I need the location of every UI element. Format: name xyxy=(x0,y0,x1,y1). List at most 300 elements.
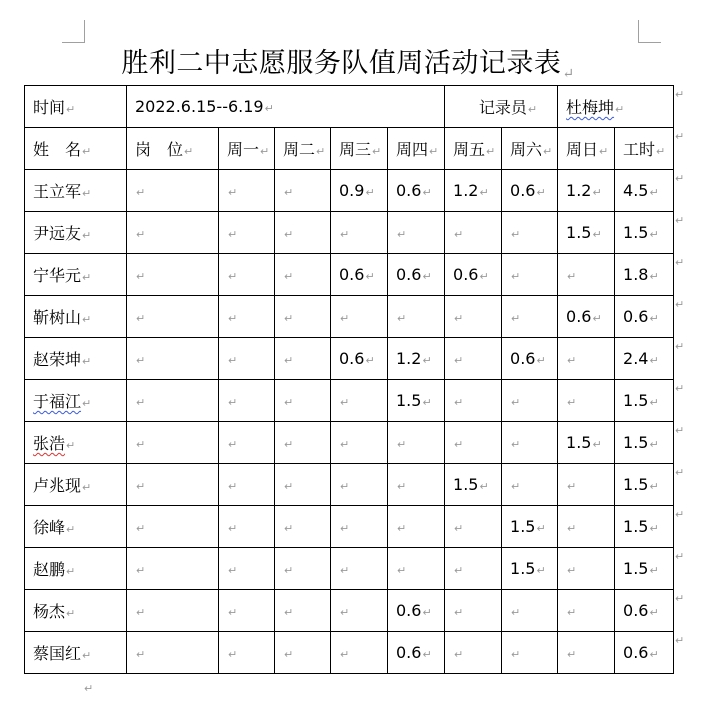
cell-mark-icon: ↵ xyxy=(340,438,350,451)
column-header-5-text: 周四 xyxy=(396,140,429,159)
cell-thu-text: 1.5 xyxy=(396,391,422,410)
row-end-mark-icon: ↵ xyxy=(675,423,685,437)
cell-hours[interactable] xyxy=(615,170,674,212)
cell-name-text: 宁华元 xyxy=(33,266,82,285)
cell-thu[interactable] xyxy=(388,506,445,548)
cell-hours[interactable] xyxy=(615,632,674,674)
cell-mark-icon: ↵ xyxy=(649,186,659,199)
column-header-2[interactable] xyxy=(219,128,275,170)
cell-tue[interactable] xyxy=(275,590,331,632)
cell-wed[interactable] xyxy=(331,380,388,422)
cell-mon[interactable] xyxy=(219,170,275,212)
cell-hours-text: 1.5 xyxy=(623,223,649,242)
cell-wed[interactable] xyxy=(331,422,388,464)
cell-name-text: 尹远友 xyxy=(33,224,82,243)
column-header-1[interactable] xyxy=(127,128,219,170)
cell-mark-icon: ↵ xyxy=(66,565,76,578)
cell-hours-text: 1.5 xyxy=(623,433,649,452)
column-header-1-text: 岗 位 xyxy=(135,140,184,159)
row-end-mark-icon: ↵ xyxy=(675,465,685,479)
cell-mark-icon: ↵ xyxy=(543,145,553,158)
cell-mark-icon: ↵ xyxy=(397,228,407,241)
cell-wed-text: 0.6 xyxy=(339,265,365,284)
cell-mark-icon: ↵ xyxy=(365,270,375,283)
cell-mark-icon: ↵ xyxy=(82,229,92,242)
cell-mark-icon: ↵ xyxy=(479,480,489,493)
cell-sun[interactable] xyxy=(558,632,615,674)
cell-mark-icon: ↵ xyxy=(82,481,92,494)
cell-post[interactable] xyxy=(127,296,219,338)
cell-mon[interactable] xyxy=(219,296,275,338)
cell-post[interactable] xyxy=(127,338,219,380)
cell-post[interactable] xyxy=(127,212,219,254)
cell-mark-icon: ↵ xyxy=(228,228,238,241)
cell-name[interactable] xyxy=(25,548,127,590)
column-header-5[interactable] xyxy=(388,128,445,170)
row-end-mark-icon: ↵ xyxy=(675,381,685,395)
cell-post[interactable] xyxy=(127,506,219,548)
cell-mark-icon: ↵ xyxy=(228,312,238,325)
cell-mon[interactable] xyxy=(219,422,275,464)
document-title[interactable]: 胜利二中志愿服务队值周活动记录表↵ xyxy=(24,44,672,84)
cell-sat[interactable] xyxy=(502,506,558,548)
cell-mark-icon: ↵ xyxy=(365,354,375,367)
cell-sun[interactable] xyxy=(558,548,615,590)
cell-mark-icon: ↵ xyxy=(340,228,350,241)
cell-mark-icon: ↵ xyxy=(82,355,92,368)
cell-name-text: 赵荣坤 xyxy=(33,350,82,369)
cell-sun[interactable] xyxy=(558,422,615,464)
cell-fri[interactable] xyxy=(445,338,502,380)
cell-mark-icon: ↵ xyxy=(454,228,464,241)
table-row xyxy=(25,338,674,380)
cell-sat[interactable] xyxy=(502,380,558,422)
cell-sat-text: 0.6 xyxy=(510,349,536,368)
cell-post[interactable] xyxy=(127,380,219,422)
cell-mark-icon: ↵ xyxy=(397,522,407,535)
cell-hours[interactable] xyxy=(615,338,674,380)
cell-tue[interactable] xyxy=(275,422,331,464)
column-header-7[interactable] xyxy=(502,128,558,170)
cell-mark-icon: ↵ xyxy=(264,102,274,115)
cell-tue[interactable] xyxy=(275,296,331,338)
time-label-cell[interactable]: 时间↵ xyxy=(25,86,127,128)
cell-mark-icon: ↵ xyxy=(656,145,666,158)
cell-hours-text: 0.6 xyxy=(623,307,649,326)
cell-sun-text: 1.5 xyxy=(566,223,592,242)
table-row xyxy=(25,464,674,506)
cell-sun[interactable] xyxy=(558,296,615,338)
cell-mark-icon: ↵ xyxy=(567,480,577,493)
cell-hours[interactable] xyxy=(615,296,674,338)
cell-sat[interactable] xyxy=(502,254,558,296)
cell-fri[interactable] xyxy=(445,464,502,506)
cell-fri[interactable] xyxy=(445,296,502,338)
cell-fri-text: 1.2 xyxy=(453,181,479,200)
cell-post[interactable] xyxy=(127,590,219,632)
cell-mon[interactable] xyxy=(219,632,275,674)
cell-sun-text: 0.6 xyxy=(566,307,592,326)
paragraph-mark-icon: ↵ xyxy=(562,66,575,82)
cell-mark-icon: ↵ xyxy=(511,270,521,283)
row-end-mark-icon: ↵ xyxy=(675,255,685,269)
table-row xyxy=(25,506,674,548)
cell-mark-icon: ↵ xyxy=(567,522,577,535)
cell-mark-icon: ↵ xyxy=(511,606,521,619)
cell-name[interactable] xyxy=(25,338,127,380)
cell-mark-icon: ↵ xyxy=(66,439,76,452)
column-header-6[interactable] xyxy=(445,128,502,170)
cell-hours-text: 2.4 xyxy=(623,349,649,368)
cell-post[interactable] xyxy=(127,548,219,590)
cell-mark-icon: ↵ xyxy=(454,648,464,661)
cell-sat[interactable] xyxy=(502,422,558,464)
cell-thu[interactable] xyxy=(388,422,445,464)
cell-sat-text: 1.5 xyxy=(510,517,536,536)
cell-mark-icon: ↵ xyxy=(536,186,546,199)
cell-sun-text: 1.2 xyxy=(566,181,592,200)
cell-thu[interactable] xyxy=(388,254,445,296)
cell-mark-icon: ↵ xyxy=(454,354,464,367)
cell-mark-icon: ↵ xyxy=(511,480,521,493)
table-row xyxy=(25,422,674,464)
cell-mark-icon: ↵ xyxy=(536,564,546,577)
cell-wed[interactable] xyxy=(331,506,388,548)
cell-mark-icon: ↵ xyxy=(422,648,432,661)
cell-sat[interactable] xyxy=(502,296,558,338)
cell-mark-icon: ↵ xyxy=(82,271,92,284)
column-header-3-text: 周二 xyxy=(283,140,316,159)
cell-mark-icon: ↵ xyxy=(136,522,146,535)
cell-name-text: 赵鹏 xyxy=(33,560,66,579)
cell-hours[interactable] xyxy=(615,506,674,548)
cell-mark-icon: ↵ xyxy=(82,397,92,410)
cell-mark-icon: ↵ xyxy=(82,145,92,158)
record-table xyxy=(24,85,674,674)
cell-mark-icon: ↵ xyxy=(422,186,432,199)
cell-thu[interactable] xyxy=(388,464,445,506)
cell-tue[interactable] xyxy=(275,632,331,674)
cell-mark-icon: ↵ xyxy=(397,480,407,493)
cell-wed[interactable] xyxy=(331,548,388,590)
cell-name-text: 蔡国红 xyxy=(33,644,82,663)
cell-mark-icon: ↵ xyxy=(454,312,464,325)
cell-mark-icon: ↵ xyxy=(454,606,464,619)
cell-hours[interactable] xyxy=(615,380,674,422)
cell-thu[interactable] xyxy=(388,170,445,212)
cell-mark-icon: ↵ xyxy=(284,270,294,283)
table-row xyxy=(25,380,674,422)
cell-sat[interactable] xyxy=(502,338,558,380)
row-end-mark-icon: ↵ xyxy=(675,591,685,605)
cell-mark-icon: ↵ xyxy=(66,523,76,536)
cell-tue[interactable] xyxy=(275,212,331,254)
cell-mark-icon: ↵ xyxy=(228,648,238,661)
cell-tue[interactable] xyxy=(275,548,331,590)
cell-mark-icon: ↵ xyxy=(649,438,659,451)
column-header-7-text: 周六 xyxy=(510,140,543,159)
cell-hours-text: 1.5 xyxy=(623,517,649,536)
cell-fri[interactable] xyxy=(445,632,502,674)
cell-mon[interactable] xyxy=(219,380,275,422)
cell-mark-icon: ↵ xyxy=(136,564,146,577)
cell-hours[interactable] xyxy=(615,422,674,464)
cell-mark-icon: ↵ xyxy=(184,145,194,158)
cell-hours-text: 1.5 xyxy=(623,475,649,494)
cell-mark-icon: ↵ xyxy=(649,312,659,325)
cell-hours[interactable] xyxy=(615,254,674,296)
cell-fri[interactable] xyxy=(445,422,502,464)
cell-mark-icon: ↵ xyxy=(511,396,521,409)
cell-name-text: 靳树山 xyxy=(33,308,82,327)
cell-fri[interactable] xyxy=(445,590,502,632)
column-header-3[interactable] xyxy=(275,128,331,170)
cell-mark-icon: ↵ xyxy=(228,270,238,283)
cell-mark-icon: ↵ xyxy=(454,438,464,451)
cell-sun[interactable] xyxy=(558,212,615,254)
cell-sun[interactable] xyxy=(558,506,615,548)
cell-thu-text: 0.6 xyxy=(396,643,422,662)
cell-mark-icon: ↵ xyxy=(599,145,609,158)
cell-mark-icon: ↵ xyxy=(228,354,238,367)
cell-sat-text: 0.6 xyxy=(510,181,536,200)
cell-sun[interactable] xyxy=(558,170,615,212)
cell-wed[interactable] xyxy=(331,464,388,506)
cell-tue[interactable] xyxy=(275,170,331,212)
column-header-2-text: 周一 xyxy=(227,140,260,159)
column-header-9-text: 工时 xyxy=(623,140,656,159)
table-row xyxy=(25,590,674,632)
cell-mark-icon: ↵ xyxy=(649,522,659,535)
row-end-mark-icon: ↵ xyxy=(675,297,685,311)
cell-name[interactable] xyxy=(25,254,127,296)
cell-mark-icon: ↵ xyxy=(340,396,350,409)
cell-sat-text: 1.5 xyxy=(510,559,536,578)
recorder-label-cell[interactable]: 记录员↵ xyxy=(445,86,558,128)
cell-name[interactable] xyxy=(25,212,127,254)
cell-post[interactable] xyxy=(127,422,219,464)
table-row xyxy=(25,170,674,212)
cell-fri[interactable] xyxy=(445,506,502,548)
cell-post[interactable] xyxy=(127,254,219,296)
cell-mark-icon: ↵ xyxy=(397,312,407,325)
column-header-0-text: 姓 名 xyxy=(33,140,82,159)
cell-mark-icon: ↵ xyxy=(340,648,350,661)
cell-mark-icon: ↵ xyxy=(284,186,294,199)
cell-mark-icon: ↵ xyxy=(284,312,294,325)
cell-thu[interactable] xyxy=(388,380,445,422)
cell-mark-icon: ↵ xyxy=(422,606,432,619)
cell-thu-text: 0.6 xyxy=(396,601,422,620)
column-header-4[interactable] xyxy=(331,128,388,170)
cell-mon[interactable] xyxy=(219,254,275,296)
cell-mark-icon: ↵ xyxy=(511,312,521,325)
cell-mark-icon: ↵ xyxy=(228,396,238,409)
cell-mark-icon: ↵ xyxy=(228,606,238,619)
cell-name-text: 王立军 xyxy=(33,182,82,201)
cell-wed[interactable] xyxy=(331,338,388,380)
cell-mark-icon: ↵ xyxy=(82,313,92,326)
row-end-mark-icon: ↵ xyxy=(675,549,685,563)
cell-wed[interactable] xyxy=(331,212,388,254)
row-end-mark-icon: ↵ xyxy=(675,171,685,185)
cell-name[interactable] xyxy=(25,422,127,464)
table-header-info-row xyxy=(25,86,674,128)
cell-wed[interactable] xyxy=(331,170,388,212)
cell-thu[interactable] xyxy=(388,338,445,380)
cell-mark-icon: ↵ xyxy=(284,354,294,367)
cell-name-text: 徐峰 xyxy=(33,518,66,537)
cell-name-text: 于福江 xyxy=(33,392,82,411)
cell-hours[interactable] xyxy=(615,212,674,254)
cell-name-text: 张浩 xyxy=(33,434,66,453)
cell-mon[interactable] xyxy=(219,506,275,548)
cell-mark-icon: ↵ xyxy=(136,228,146,241)
cell-mark-icon: ↵ xyxy=(136,186,146,199)
cell-thu[interactable] xyxy=(388,296,445,338)
cell-mark-icon: ↵ xyxy=(136,606,146,619)
cell-tue[interactable] xyxy=(275,464,331,506)
cell-sat[interactable] xyxy=(502,548,558,590)
cell-fri[interactable] xyxy=(445,212,502,254)
cell-mark-icon: ↵ xyxy=(228,480,238,493)
column-header-4-text: 周三 xyxy=(339,140,372,159)
cell-fri[interactable] xyxy=(445,170,502,212)
column-header-0[interactable] xyxy=(25,128,127,170)
cell-mark-icon: ↵ xyxy=(649,270,659,283)
cell-name[interactable] xyxy=(25,590,127,632)
cell-mark-icon: ↵ xyxy=(479,270,489,283)
cell-sat[interactable] xyxy=(502,170,558,212)
cell-hours[interactable] xyxy=(615,590,674,632)
cell-mon[interactable] xyxy=(219,548,275,590)
cell-mark-icon: ↵ xyxy=(284,438,294,451)
cell-hours-text: 1.5 xyxy=(623,559,649,578)
cell-fri[interactable] xyxy=(445,380,502,422)
cell-tue[interactable] xyxy=(275,380,331,422)
row-end-mark-icon: ↵ xyxy=(675,129,685,143)
cell-thu[interactable] xyxy=(388,590,445,632)
cell-mark-icon: ↵ xyxy=(422,354,432,367)
cell-mark-icon: ↵ xyxy=(511,228,521,241)
cell-mark-icon: ↵ xyxy=(454,564,464,577)
cell-thu[interactable] xyxy=(388,548,445,590)
cell-name[interactable] xyxy=(25,380,127,422)
cell-mark-icon: ↵ xyxy=(340,606,350,619)
cell-mon[interactable] xyxy=(219,338,275,380)
cell-sun[interactable] xyxy=(558,338,615,380)
cell-mark-icon: ↵ xyxy=(136,396,146,409)
cell-mark-icon: ↵ xyxy=(284,228,294,241)
column-header-6-text: 周五 xyxy=(453,140,486,159)
cell-mon[interactable] xyxy=(219,212,275,254)
cell-mark-icon: ↵ xyxy=(82,187,92,200)
cell-mark-icon: ↵ xyxy=(365,186,375,199)
cell-mark-icon: ↵ xyxy=(454,396,464,409)
cell-mark-icon: ↵ xyxy=(649,228,659,241)
cell-mark-icon: ↵ xyxy=(567,270,577,283)
cell-mark-icon: ↵ xyxy=(340,522,350,535)
cell-mark-icon: ↵ xyxy=(479,186,489,199)
cell-name-text: 杨杰 xyxy=(33,602,66,621)
cell-mark-icon: ↵ xyxy=(284,522,294,535)
table-column-header-row xyxy=(25,128,674,170)
row-end-mark-icon: ↵ xyxy=(675,339,685,353)
cell-mark-icon: ↵ xyxy=(397,564,407,577)
cell-hours-text: 0.6 xyxy=(623,601,649,620)
cell-name[interactable] xyxy=(25,296,127,338)
paragraph-mark-icon: ↵ xyxy=(84,682,94,695)
cell-thu[interactable] xyxy=(388,632,445,674)
column-header-8[interactable] xyxy=(558,128,615,170)
cell-sat[interactable] xyxy=(502,590,558,632)
cell-hours[interactable] xyxy=(615,548,674,590)
cell-wed[interactable] xyxy=(331,254,388,296)
cell-mark-icon: ↵ xyxy=(284,606,294,619)
cell-mark-icon: ↵ xyxy=(397,438,407,451)
cell-tue[interactable] xyxy=(275,338,331,380)
cell-thu-text: 1.2 xyxy=(396,349,422,368)
cell-mark-icon: ↵ xyxy=(372,145,382,158)
time-value-cell[interactable]: 2022.6.15--6.19↵ xyxy=(127,86,445,128)
cell-wed[interactable] xyxy=(331,632,388,674)
cell-sat[interactable] xyxy=(502,212,558,254)
cell-sat[interactable] xyxy=(502,632,558,674)
cell-mark-icon: ↵ xyxy=(527,103,538,116)
recorder-value-cell[interactable]: 杜梅坤↵ xyxy=(558,86,674,128)
cell-tue[interactable] xyxy=(275,254,331,296)
cell-mark-icon: ↵ xyxy=(284,564,294,577)
cell-mark-icon: ↵ xyxy=(649,606,659,619)
cell-mark-icon: ↵ xyxy=(511,648,521,661)
row-end-mark-icon: ↵ xyxy=(675,633,685,647)
cell-mon[interactable] xyxy=(219,464,275,506)
column-header-9[interactable] xyxy=(615,128,674,170)
cell-wed[interactable] xyxy=(331,590,388,632)
cell-name[interactable] xyxy=(25,464,127,506)
cell-sun[interactable] xyxy=(558,380,615,422)
cell-hours[interactable] xyxy=(615,464,674,506)
cell-mark-icon: ↵ xyxy=(228,186,238,199)
cell-thu[interactable] xyxy=(388,212,445,254)
cell-mark-icon: ↵ xyxy=(422,270,432,283)
cell-sat[interactable] xyxy=(502,464,558,506)
cell-mon[interactable] xyxy=(219,590,275,632)
cell-post[interactable] xyxy=(127,464,219,506)
cell-mark-icon: ↵ xyxy=(486,145,496,158)
cell-mark-icon: ↵ xyxy=(429,145,439,158)
cell-mark-icon: ↵ xyxy=(228,438,238,451)
cell-sun-text: 1.5 xyxy=(566,433,592,452)
cell-wed[interactable] xyxy=(331,296,388,338)
cell-sun[interactable] xyxy=(558,254,615,296)
cell-name[interactable] xyxy=(25,632,127,674)
cell-tue[interactable] xyxy=(275,506,331,548)
cell-mark-icon: ↵ xyxy=(136,648,146,661)
cell-post[interactable] xyxy=(127,632,219,674)
cell-fri[interactable] xyxy=(445,254,502,296)
cell-name[interactable] xyxy=(25,170,127,212)
row-end-mark-icon: ↵ xyxy=(675,213,685,227)
cell-mark-icon: ↵ xyxy=(649,564,659,577)
cell-post[interactable] xyxy=(127,170,219,212)
cell-name[interactable] xyxy=(25,506,127,548)
cell-sun[interactable] xyxy=(558,590,615,632)
cell-mark-icon: ↵ xyxy=(567,564,577,577)
cell-fri[interactable] xyxy=(445,548,502,590)
cell-sun[interactable] xyxy=(558,464,615,506)
cell-mark-icon: ↵ xyxy=(260,145,270,158)
